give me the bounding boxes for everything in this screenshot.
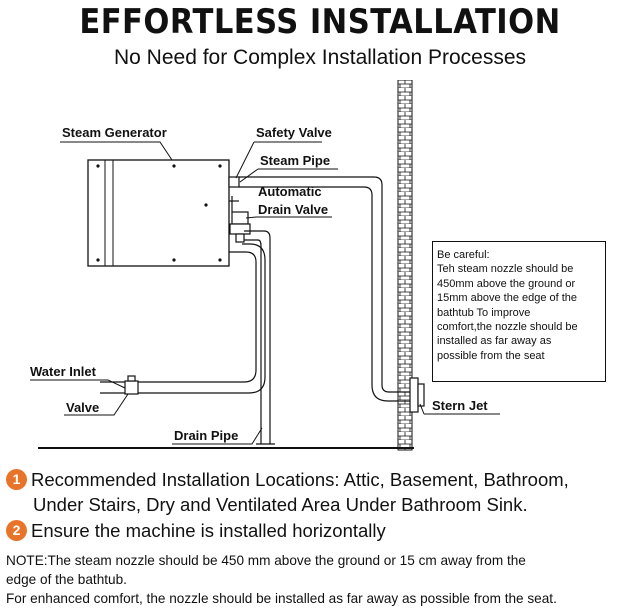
label-stern-jet: Stern Jet — [432, 398, 488, 413]
label-drain-valve: Drain Valve — [258, 202, 329, 217]
caution-box — [432, 241, 606, 382]
number-badge: 1 — [6, 469, 27, 490]
page-title: EFFORTLESS INSTALLATION — [79, 2, 561, 42]
page-subtitle: No Need for Complex Installation Processes — [113, 46, 527, 69]
recommendation-1 — [6, 468, 569, 491]
recommendation-2-text: Ensure the machine is installed horizontally — [31, 520, 386, 541]
steam-generator-unit — [88, 160, 229, 266]
caution-line: installed as far away as — [437, 335, 552, 348]
drain-pipe — [244, 231, 275, 444]
recommendation-1-line2: Under Stairs, Dry and Ventilated Area Under Bathroom Sink. — [33, 494, 528, 515]
note-line: For enhanced comfort, the nozzle should be installed as far away as possible from the seat. — [6, 591, 557, 606]
caution-line: possible from the seat — [437, 349, 545, 362]
caution-line: bathtub To improve — [437, 306, 531, 319]
label-valve: Valve — [66, 400, 100, 415]
recommendation-1-continuation — [33, 493, 528, 516]
recommendation-1-line1: Recommended Installation Locations: Attic, Basement, Bathroom, — [31, 469, 569, 490]
label-water-inlet: Water Inlet — [30, 364, 96, 379]
caution-line: 15mm above the edge of the — [437, 292, 578, 305]
label-drain-pipe: Drain Pipe — [174, 428, 239, 443]
installation-note — [6, 551, 636, 608]
caution-line: Teh steam nozzle should be — [437, 263, 574, 276]
caution-line: 450mm above the ground or — [437, 277, 576, 290]
label-automatic: Automatic — [258, 184, 322, 199]
recommendation-2 — [6, 519, 386, 542]
label-steam-pipe: Steam Pipe — [260, 153, 331, 168]
label-safety-valve: Safety Valve — [256, 125, 332, 140]
drain-valve — [229, 196, 250, 242]
number-badge: 2 — [6, 520, 27, 541]
note-line: edge of the bathtub. — [6, 572, 127, 587]
note-line: NOTE:The steam nozzle should be 450 mm above the ground or 15 cm away from the — [6, 553, 526, 568]
caution-line: Be careful: — [437, 249, 490, 261]
caution-line: comfort,the nozzle should be — [437, 321, 578, 334]
label-steam-generator: Steam Generator — [62, 125, 167, 140]
